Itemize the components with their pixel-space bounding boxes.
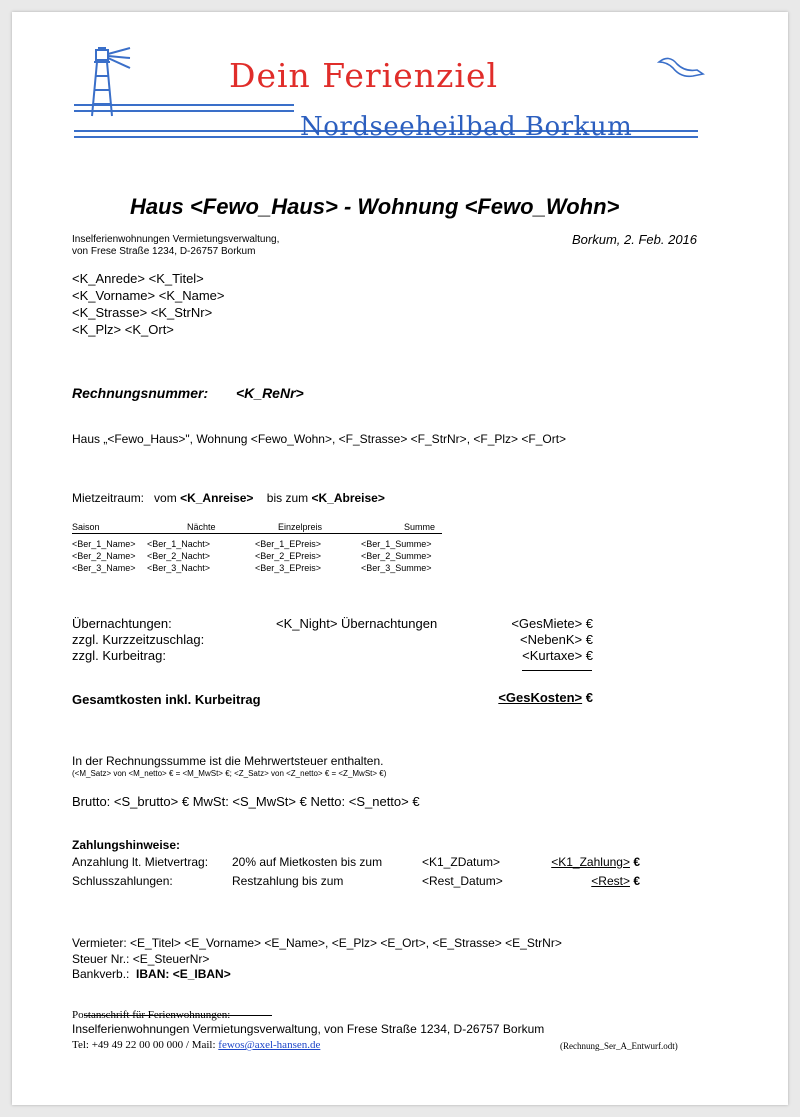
table-cell: <Ber_1_Nacht> <box>147 539 211 549</box>
payment-row1-date: <K1_ZDatum> <box>422 855 501 869</box>
footer-heading: Postanschrift für Ferienwohnungen: <box>72 1009 231 1021</box>
kurbeitrag-label: zzgl. Kurbeitrag: <box>72 648 166 663</box>
table-cell: <Ber_3_Nacht> <box>147 563 211 573</box>
footer-tel: Tel: +49 49 22 00 00 000 / Mail: <box>72 1039 219 1051</box>
total-currency: € <box>585 690 593 705</box>
tax-number-line: Steuer Nr.: <E_SteuerNr> <box>72 952 210 966</box>
vat-breakdown: (<M_Satz> von <M_netto> € = <M_MwSt> €; <Z_Satz> von <Z_netto> € = <Z_MwSt> €) <box>72 769 387 778</box>
seagull-icon <box>657 52 705 87</box>
invoice-number-value: <K_ReNr> <box>236 385 304 401</box>
table-cell: <Ber_3_Summe> <box>361 563 432 573</box>
payment-row1-label: Anzahlung lt. Mietvertrag: <box>72 855 209 869</box>
payment-row2-date: <Rest_Datum> <box>422 874 503 888</box>
recipient-line: <K_Strasse> <K_StrNr> <box>72 305 213 320</box>
invoice-page <box>12 12 788 1105</box>
payment-row1-currency: € <box>633 855 640 869</box>
payment-row2-desc: Restzahlung bis zum <box>232 874 344 888</box>
footer-address: Inselferienwohnungen Vermietungsverwaltung, von Frese Straße 1234, D-26757 Borkum <box>72 1022 545 1036</box>
payment-row2-value: <Rest> <box>591 874 630 888</box>
table-header-nights: Nächte <box>187 522 216 532</box>
payment-row1-desc: 20% auf Mietkosten bis zum <box>232 855 383 869</box>
overnight-count: <K_Night> Übernachtungen <box>276 616 438 631</box>
table-cell: <Ber_1_Name> <box>72 539 136 549</box>
overnight-label: Übernachtungen: <box>72 616 172 631</box>
logo-title: Dein Ferienziel <box>229 56 499 95</box>
recipient-line: <K_Vorname> <K_Name> <box>72 288 225 303</box>
property-line: Haus „<Fewo_Haus>", Wohnung <Fewo_Wohn>, <F_Strasse> <F_StrNr>, <F_Plz> <F_Ort> <box>72 432 567 446</box>
payment-row2-amount <box>591 874 640 888</box>
total-value <box>498 690 593 705</box>
iban-value: IBAN: <E_IBAN> <box>136 967 231 981</box>
invoice-number-label: Rechnungsnummer: <box>72 385 209 401</box>
sender-line-2: von Frese Straße 1234, D-26757 Borkum <box>72 246 256 257</box>
table-header-season: Saison <box>72 522 100 532</box>
surcharge-value: <NebenK> € <box>519 632 593 647</box>
payment-row1-value: <K1_Zahlung> <box>551 855 630 869</box>
rental-period-from-label: vom <box>154 491 177 505</box>
payment-row1-amount <box>551 855 640 869</box>
table-cell: <Ber_2_EPreis> <box>255 551 322 561</box>
table-cell: <Ber_3_EPreis> <box>255 563 322 573</box>
place-date: Borkum, 2. Feb. 2016 <box>572 232 698 247</box>
table-cell: <Ber_1_Summe> <box>361 539 432 549</box>
surcharge-label: zzgl. Kurzzeitzuschlag: <box>72 632 205 647</box>
total-label: Gesamtkosten inkl. Kurbeitrag <box>72 692 261 707</box>
recipient-line: <K_Anrede> <K_Titel> <box>72 271 204 286</box>
table-cell: <Ber_3_Name> <box>72 563 136 573</box>
page-title: Haus <Fewo_Haus> - Wohnung <Fewo_Wohn> <box>130 194 620 219</box>
bank-label: Bankverb.: <box>72 967 130 981</box>
table-cell: <Ber_2_Name> <box>72 551 136 561</box>
landlord-line: Vermieter: <E_Titel> <E_Vorname> <E_Name>, <E_Plz> <E_Ort>, <E_Strasse> <E_StrNr> <box>72 936 562 950</box>
footer-contact <box>72 1039 320 1051</box>
bank-line <box>72 967 231 981</box>
payment-row2-currency: € <box>633 874 640 888</box>
lighthouse-icon <box>72 44 132 129</box>
overnight-value: <GesMiete> € <box>511 616 593 631</box>
recipient-line: <K_Plz> <K_Ort> <box>72 322 174 337</box>
logo-subtitle: Nordseeheilbad Borkum <box>300 112 633 142</box>
sum-divider <box>522 670 592 671</box>
vat-note: In der Rechnungssumme ist die Mehrwertsteuer enthalten. <box>72 754 384 768</box>
vat-summary: Brutto: <S_brutto> € MwSt: <S_MwSt> € Netto: <S_netto> € <box>72 794 420 809</box>
footer-email-link[interactable]: fewos@axel-hansen.de <box>218 1039 321 1051</box>
table-cell: <Ber_2_Summe> <box>361 551 432 561</box>
kurbeitrag-value: <Kurtaxe> € <box>522 648 593 663</box>
payment-heading: Zahlungshinweise: <box>72 838 181 852</box>
table-cell: <Ber_2_Nacht> <box>147 551 211 561</box>
table-cell: <Ber_1_EPreis> <box>255 539 322 549</box>
table-header-unit-price: Einzelpreis <box>278 522 323 532</box>
rental-period-to-label: bis zum <box>266 491 309 505</box>
rental-period <box>72 491 385 505</box>
footer-filename: (Rechnung_Ser_A_Entwurf.odt) <box>560 1041 678 1051</box>
payment-row2-label: Schlusszahlungen: <box>72 874 173 888</box>
rental-period-label: Mietzeitraum: <box>72 491 145 505</box>
rental-period-from: <K_Anreise> <box>180 491 254 505</box>
table-header-sum: Summe <box>404 522 436 532</box>
total-amount: <GesKosten> <box>498 690 583 705</box>
sender-line-1: Inselferienwohnungen Vermietungsverwaltung, <box>72 234 280 245</box>
rental-period-to: <K_Abreise> <box>311 491 385 505</box>
